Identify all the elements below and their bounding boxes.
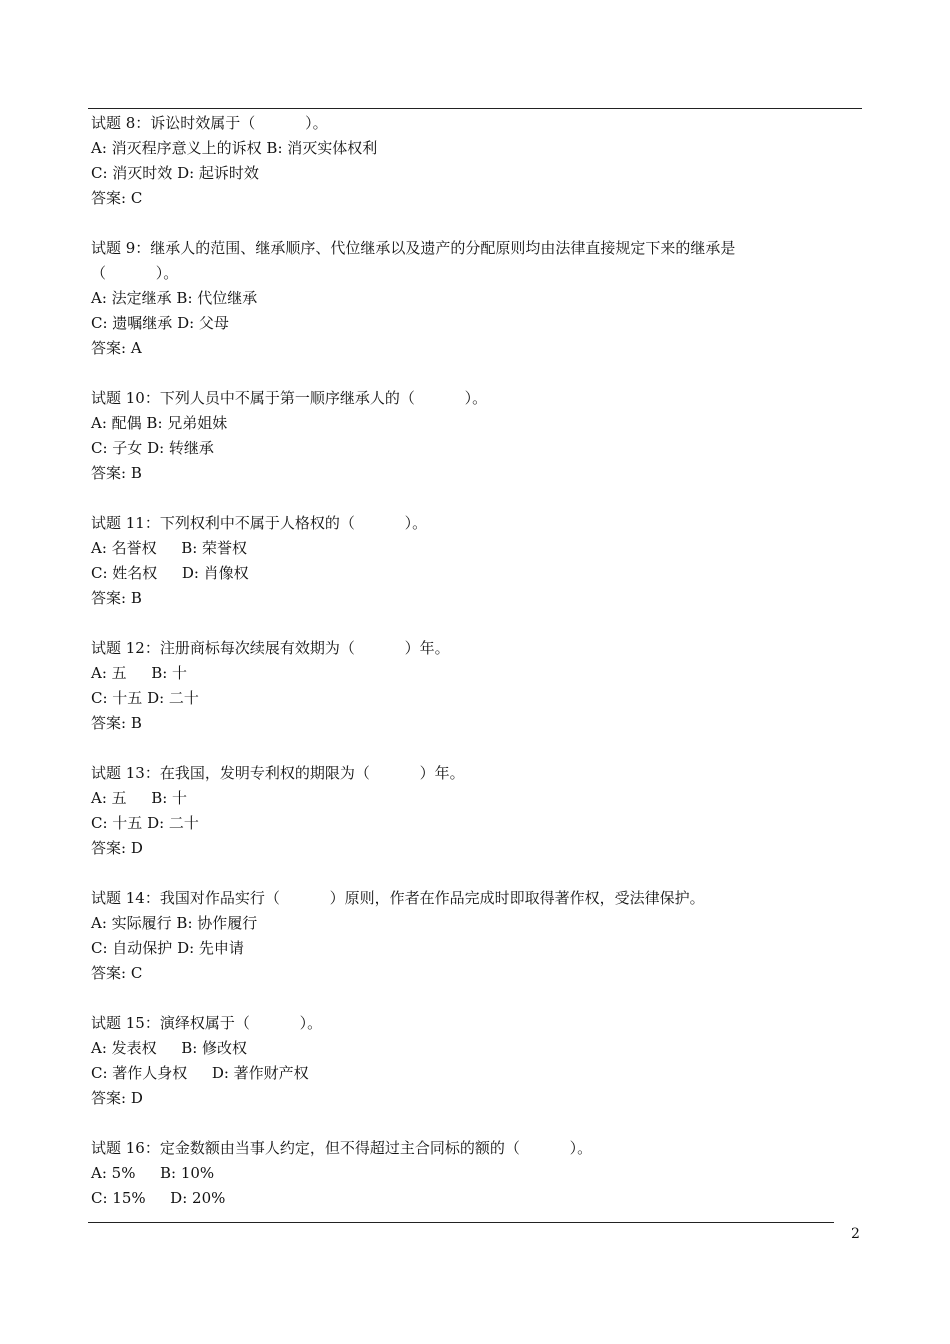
question-13: [91, 761, 861, 861]
question-12: [91, 636, 861, 736]
answer: 答案: D: [91, 839, 143, 857]
options-cd: C: 著作人身权 D: 著作财产权: [91, 1064, 309, 1082]
question-8: [91, 111, 861, 211]
options-ab: A: 名誉权 B: 荣誉权: [91, 539, 248, 557]
question-stem-continuation: （ ）。: [91, 264, 179, 282]
question-9: [91, 236, 861, 361]
question-stem: 试题 13：在我国，发明专利权的期限为（ ）年。: [91, 764, 465, 782]
question-stem: 试题 12：注册商标每次续展有效期为（ ）年。: [91, 639, 450, 657]
answer: 答案: D: [91, 1089, 143, 1107]
options-cd: C: 遗嘱继承 D: 父母: [91, 314, 229, 332]
question-11: [91, 511, 861, 611]
answer: 答案: C: [91, 964, 143, 982]
options-cd: C: 十五 D: 二十: [91, 814, 199, 832]
question-stem: 试题 16：定金数额由当事人约定，但不得超过主合同标的额的（ ）。: [91, 1139, 593, 1157]
options-cd: C: 自动保护 D: 先申请: [91, 939, 244, 957]
answer: 答案: B: [91, 589, 142, 607]
question-stem: 试题 14：我国对作品实行（ ）原则，作者在作品完成时即取得著作权，受法律保护。: [91, 889, 705, 907]
question-stem: 试题 15：演绎权属于（ ）。: [91, 1014, 323, 1032]
answer: 答案: C: [91, 189, 143, 207]
answer: 答案: A: [91, 339, 142, 357]
options-ab: A: 五 B: 十: [91, 789, 188, 807]
header-rule: [88, 108, 862, 109]
question-16: [91, 1136, 861, 1211]
options-ab: A: 消灭程序意义上的诉权 B: 消灭实体权利: [91, 139, 378, 157]
options-cd: C: 15% D: 20%: [91, 1189, 226, 1207]
options-ab: A: 实际履行 B: 协作履行: [91, 914, 258, 932]
question-15: [91, 1011, 861, 1111]
question-list: [91, 111, 861, 1211]
options-ab: A: 五 B: 十: [91, 664, 188, 682]
answer: 答案: B: [91, 714, 142, 732]
page-number: 2: [851, 1226, 860, 1242]
question-10: [91, 386, 861, 486]
question-14: [91, 886, 861, 986]
options-ab: A: 5% B: 10%: [91, 1164, 215, 1182]
question-stem: 试题 8：诉讼时效属于（ ）。: [91, 114, 328, 132]
options-cd: C: 消灭时效 D: 起诉时效: [91, 164, 259, 182]
footer-rule: [88, 1222, 834, 1223]
options-cd: C: 子女 D: 转继承: [91, 439, 214, 457]
question-stem: 试题 11：下列权利中不属于人格权的（ ）。: [91, 514, 428, 532]
question-stem: 试题 10：下列人员中不属于第一顺序继承人的（ ）。: [91, 389, 488, 407]
question-stem: 试题 9：继承人的范围、继承顺序、代位继承以及遗产的分配原则均由法律直接规定下来的继承是: [91, 239, 736, 257]
options-ab: A: 法定继承 B: 代位继承: [91, 289, 258, 307]
options-cd: C: 十五 D: 二十: [91, 689, 199, 707]
options-cd: C: 姓名权 D: 肖像权: [91, 564, 249, 582]
answer: 答案: B: [91, 464, 142, 482]
options-ab: A: 发表权 B: 修改权: [91, 1039, 248, 1057]
options-ab: A: 配偶 B: 兄弟姐妹: [91, 414, 228, 432]
